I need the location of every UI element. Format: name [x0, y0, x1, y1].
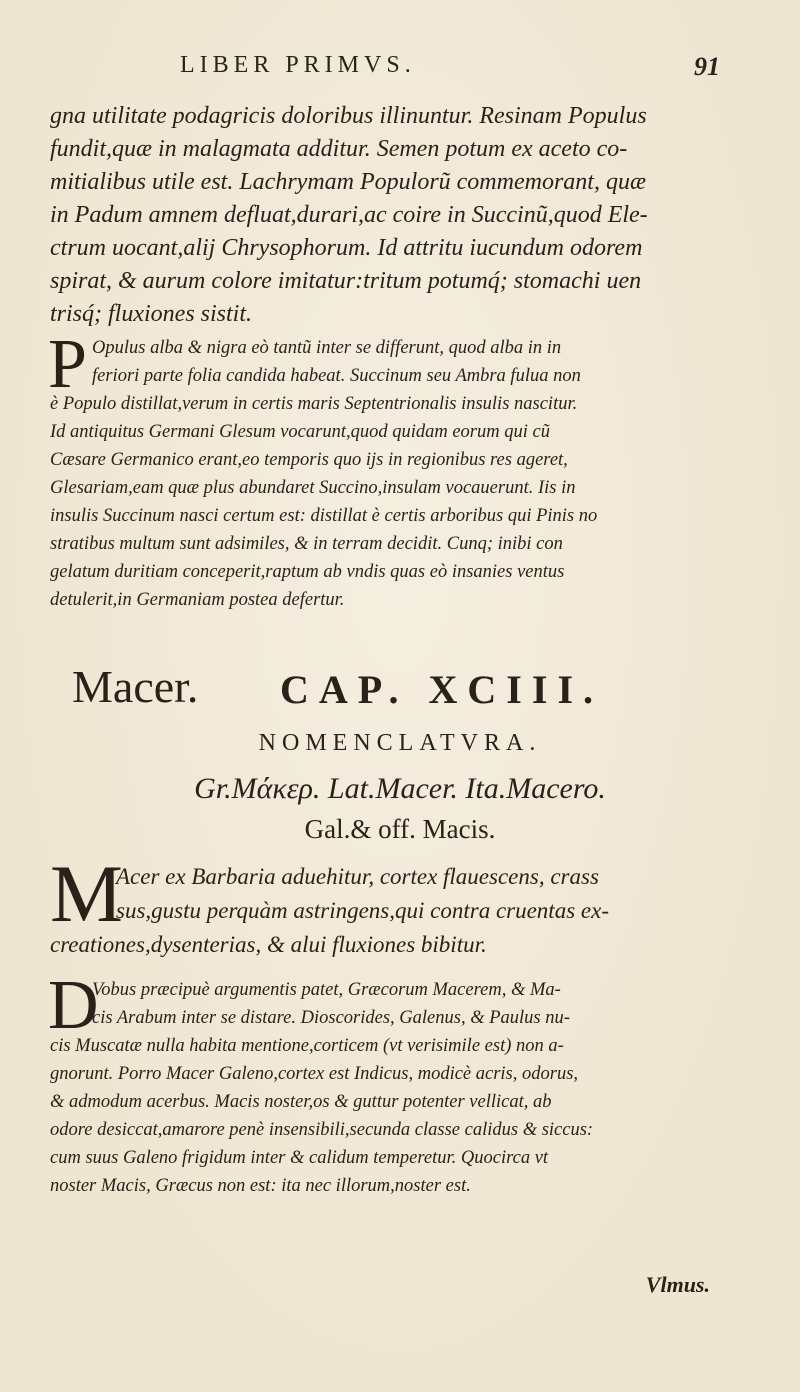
text-line: noster Macis, Græcus non est: ita nec illorum,noster est.	[50, 1176, 471, 1196]
text-line: & admodum acerbus. Macis noster,os & guttur potenter vellicat, ab	[50, 1092, 552, 1112]
text-line: gnorunt. Porro Macer Galeno,cortex est Indicus, modicè acris, odorus,	[50, 1064, 579, 1084]
synonyms-line-2: Gal.& off. Macis.	[304, 814, 496, 844]
chapter-heading	[72, 660, 732, 720]
text-line: cum suus Galeno frigidum inter & calidum temperetur. Quocirca vt	[50, 1148, 549, 1168]
synonyms-line-1: Gr.Μάκερ. Lat.Macer. Ita.Macero.	[194, 772, 606, 805]
text-line: feriori parte folia candida habeat. Succinum seu Ambra fulua non	[92, 366, 581, 386]
text-line: sus,gustu perquàm astringens,qui contra cruentas ex-	[116, 898, 609, 923]
chapter-name: Macer.	[72, 661, 199, 712]
drop-cap-p: P	[48, 326, 87, 403]
text-line: spirat, & aurum colore imitatur:tritum potumq́; stomachi uen	[50, 268, 642, 294]
text-line: gna utilitate podagricis doloribus illinuntur. Resinam Populus	[50, 103, 647, 129]
text-line: Acer ex Barbaria aduehitur, cortex flauescens, crass	[116, 864, 599, 889]
paragraph-commentary-macer	[48, 967, 765, 1200]
text-line: cis Muscatæ nulla habita mentione,corticem (vt verisimile est) non a-	[50, 1036, 564, 1056]
text-line: insulis Succinum nasci certum est: distillat è certis arboribus qui Pinis no	[50, 506, 598, 526]
text-line: Id antiquitus Germani Glesum vocarunt,quod quidam eorum qui cũ	[50, 422, 550, 442]
text-line: ctrum uocant,alij Chrysophorum. Id attritu iucundum odorem	[50, 235, 643, 261]
text-line: è Populo distillat,verum in certis maris Septentrionalis insulis nascitur.	[50, 394, 578, 414]
text-line: Cæsare Germanico erant,eo temporis quo ijs in regionibus res ageret,	[50, 450, 568, 470]
text-line: trisq́; fluxiones sistit.	[50, 301, 253, 327]
folio-number: 91	[694, 52, 720, 81]
text-line: Glesariam,eam quæ plus abundaret Succino,insulam vocauerunt. Iis in	[50, 478, 576, 498]
paragraph-commentary-populus	[48, 326, 765, 614]
text-line: stratibus multum sunt adsimiles, & in terram decidit. Cunq; inibi con	[50, 534, 563, 554]
running-title: LIBER PRIMVS.	[180, 52, 416, 78]
text-line: Vobus præcipuè argumentis patet, Græcorum Macerem, & Ma-	[92, 980, 561, 1000]
text-line: odore desiccat,amarore penè insensibili,secunda classe calidus & siccus:	[50, 1120, 594, 1140]
drop-cap-m: M	[50, 848, 123, 939]
chapter-number: CAP. XCIII.	[280, 667, 604, 712]
text-line: detulerit,in Germaniam postea defertur.	[50, 590, 345, 610]
paragraph-continuation	[50, 100, 765, 331]
text-line: cis Arabum inter se distare. Dioscorides, Galenus, & Paulus nu-	[92, 1008, 570, 1028]
text-line: gelatum duritiam conceperit,raptum ab vndis quas eò insanies ventus	[50, 562, 565, 582]
text-line: mitialibus utile est. Lachrymam Populorũ commemorant, quæ	[50, 169, 646, 195]
text-line: creationes,dysenterias, & alui fluxiones bibitur.	[50, 932, 487, 957]
running-head	[180, 52, 720, 84]
text-line: in Padum amnem defluat,durari,ac coire in Succinũ,quod Ele-	[50, 202, 648, 228]
catchword: Vlmus.	[645, 1272, 710, 1297]
paragraph-macer-description	[50, 860, 765, 962]
text-line: fundit,quæ in malagmata additur. Semen potum ex aceto co-	[50, 136, 628, 162]
drop-cap-d: D	[48, 967, 99, 1044]
nomenclatura-heading: NOMENCLATVRA.	[258, 730, 542, 756]
text-line: Opulus alba & nigra eò tantũ inter se differunt, quod alba in in	[92, 338, 562, 358]
